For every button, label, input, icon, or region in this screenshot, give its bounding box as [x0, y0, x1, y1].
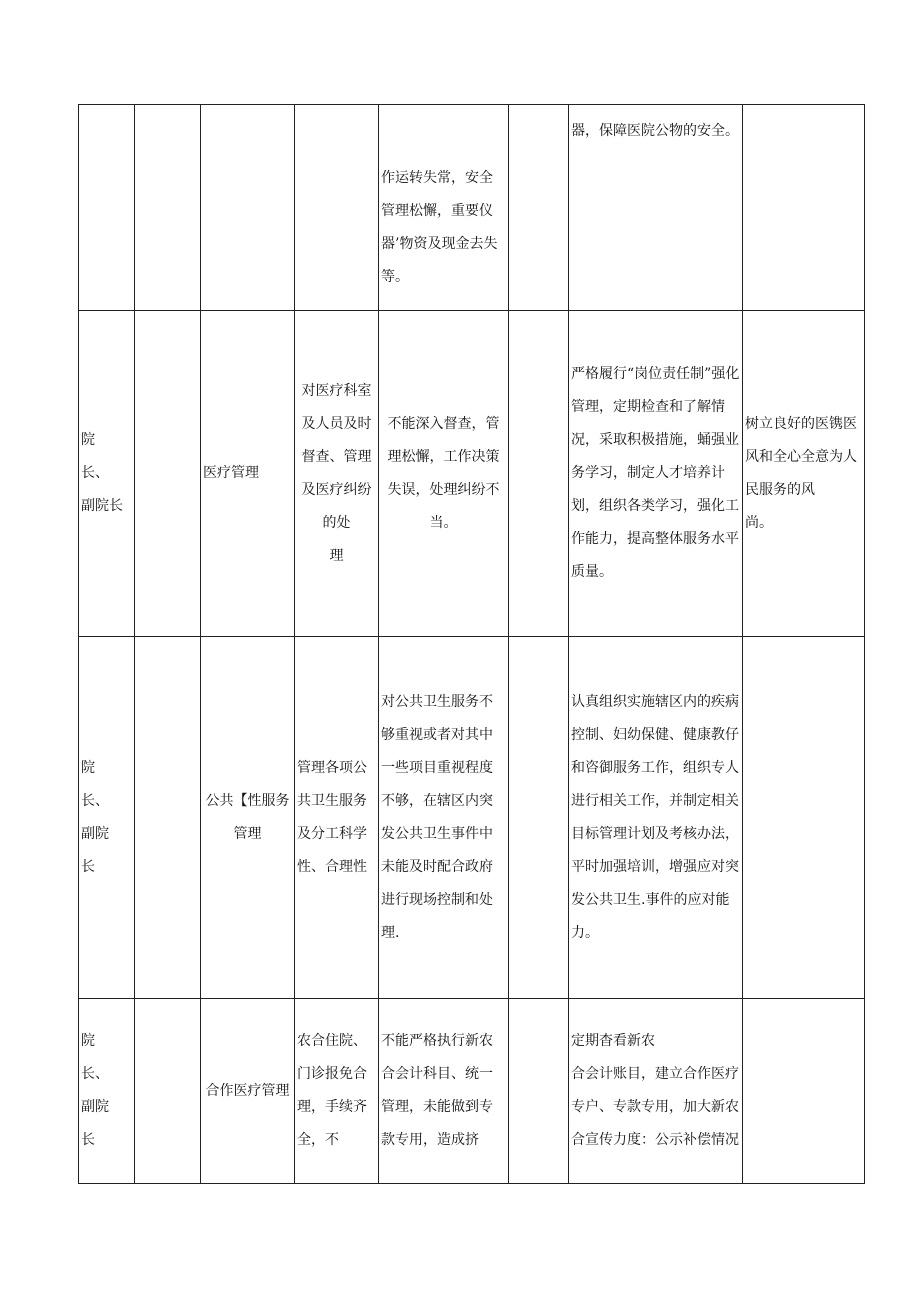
scope-text: 农合住院、门诊报免合理，手续齐全，不	[297, 1033, 367, 1148]
risk-cell	[379, 311, 509, 637]
scope-cell	[295, 637, 379, 999]
goal-cell	[743, 637, 865, 999]
scope-cell	[295, 999, 379, 1184]
empty-cell	[509, 311, 569, 637]
measure-text: 认真组织实施辖区内的疾病控制、妇幼保健、健康教仔和咨御服务工作，组织专人进行相关工作，并制定相关目标管理计划及考核办法，平时加强培训，增强应对突发公共卫生.事件的应对能力。	[571, 693, 739, 941]
goal-cell	[743, 105, 865, 311]
risk-cell	[379, 999, 509, 1184]
empty-cell	[135, 637, 201, 999]
empty-cell	[509, 105, 569, 311]
table-row	[79, 105, 865, 311]
goal-cell	[743, 311, 865, 637]
item-text: 合作医疗管理	[205, 1082, 290, 1099]
role-cell	[79, 999, 135, 1184]
measure-text: 严格履行“岗位责任制”强化管理，定期检查和了解情况，采取积极措施，蛹强业务学习，制定人才培养计划，组织各类学习，强化工作能力，提高整体服务水平 质量。	[571, 366, 740, 580]
measure-cell	[569, 311, 743, 637]
table-row	[79, 999, 865, 1184]
scope-cell	[295, 105, 379, 311]
scope-text: 管理各项公共卫生服务及分工科学性、合理性	[297, 759, 367, 875]
item-text: 公共【性服务管理	[205, 792, 290, 842]
measure-text: 器，保障医院公物的安全。	[571, 123, 739, 139]
empty-cell	[135, 311, 201, 637]
measure-text: 定期杳看新农 合会计账目，建立合作医疗专户、专款专用，加大新农合宣传力度：公示补偿情况	[571, 1033, 739, 1148]
goal-text: 树立良好的医镌医风和全心全意为人民服务的风 尚。	[745, 415, 857, 531]
role-text: 院 长、 副院 长	[81, 1033, 109, 1148]
item-text: 医疗管理	[203, 465, 259, 481]
risk-text: 对公共卫生服务不够重视或者对其中一些项目重视程度不够，在辖区内突发公共卫生事件中未能及时配合政府进行现场控制和处理.	[381, 693, 493, 941]
goal-cell	[743, 999, 865, 1184]
table-row	[79, 637, 865, 999]
item-cell	[201, 311, 295, 637]
table-row	[79, 311, 865, 637]
role-cell	[79, 105, 135, 311]
role-text: 院 长、 副院 长	[81, 759, 109, 875]
item-cell	[201, 637, 295, 999]
item-cell	[201, 999, 295, 1184]
empty-cell	[509, 999, 569, 1184]
empty-cell	[135, 105, 201, 311]
empty-cell	[135, 999, 201, 1184]
scope-cell	[295, 311, 379, 637]
item-cell	[201, 105, 295, 311]
risk-text: 不能深入督查，管理松懈，工作决策失误，处理纠纷不 当。	[387, 415, 500, 531]
measure-cell	[569, 637, 743, 999]
risk-cell	[379, 105, 509, 311]
role-cell	[79, 637, 135, 999]
risk-text: 不能严格执行新农合会计科目、统一管理，未能做到专款专用，造成挤	[381, 1033, 493, 1148]
responsibility-table	[78, 104, 865, 1184]
measure-cell	[569, 999, 743, 1184]
measure-cell	[569, 105, 743, 311]
role-text: 院 长、 副院长	[81, 432, 123, 514]
risk-cell	[379, 637, 509, 999]
risk-text: 作运转失常，安全管理松懈，重要仪器’物资及现金去失等。	[381, 169, 498, 285]
role-cell	[79, 311, 135, 637]
empty-cell	[509, 637, 569, 999]
scope-text: 对医疗科室及人员及时督查、管理及医疗纠纷的处 理	[301, 382, 372, 564]
